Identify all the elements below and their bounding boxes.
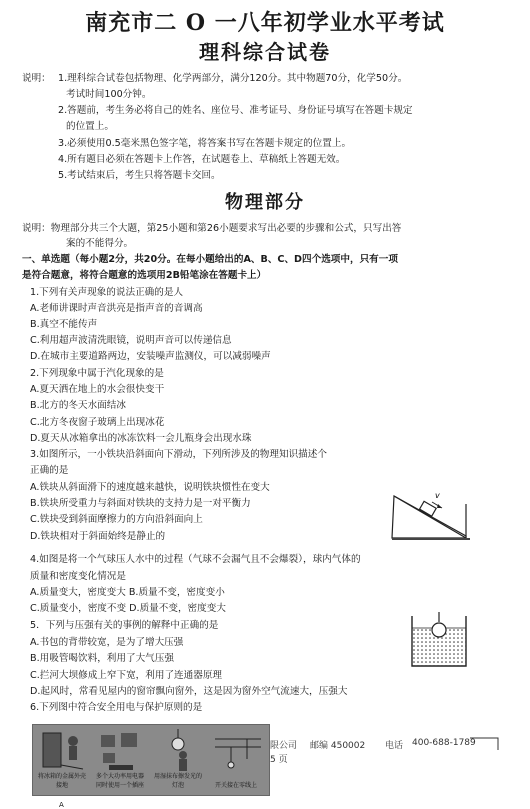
- option-d: D.夏天从冰箱拿出的冰冻饮料一会儿瓶身会出现水珠: [30, 433, 252, 444]
- section-title: 物理部分: [225, 192, 305, 213]
- velocity-label: v: [435, 491, 440, 500]
- option-c: C.铁块受到斜面摩擦力的方向沿斜面向上: [30, 514, 203, 525]
- option-c: C.北方冬夜窗子玻璃上出现冰花: [30, 417, 165, 428]
- option-d: D.在城市主要道路两边，安装噪声监测仪，可以减弱噪声: [30, 351, 271, 362]
- instruction-line: 4.所有题目必须在答题卡上作答，在试题卷上、草稿纸上答题无效。: [58, 154, 346, 165]
- balloon-water-figure: [408, 612, 470, 668]
- circuit-switch-icon: [211, 729, 265, 773]
- option-a: A.夏天洒在地上的水会很快变干: [30, 384, 165, 395]
- q6-options-photo: [32, 724, 270, 809]
- instruction-line: 3.必须使用0.5毫米黑色签字笔，将答案书写在答题卡规定的位置上。: [58, 138, 352, 149]
- caption: 用湿抹布擦发光的灯泡: [153, 773, 202, 789]
- part1-heading: 一、单选题（每小题2分，共20分。在每小题给出的A、B、C、D四个选项中，只有一项: [22, 254, 398, 265]
- option-c: C.拦河大坝修成上窄下宽，利用了连通器原理: [30, 670, 223, 681]
- option-d: D.起风时，常看见屋内的窗帘飘向窗外，这是因为窗外空气流速大，压强大: [30, 686, 348, 697]
- footer-phone: 400-688-1789: [412, 738, 476, 748]
- question-stem: 正确的是: [30, 465, 69, 476]
- corner-mark: [470, 736, 500, 750]
- option-c-image: [153, 729, 203, 791]
- footer-company: 限公司: [270, 741, 298, 751]
- option-c: C.利用超声波清洗眼镜，说明声音可以传递信息: [30, 335, 232, 346]
- footer-postcode: 邮编 450002: [310, 741, 366, 751]
- option-a: A.老师讲课时声音洪亮是指声音的音调高: [30, 303, 203, 314]
- question-stem: 5．下列与压强有关的事例的解释中正确的是: [30, 620, 219, 631]
- question-stem: 2.下列现象中属于汽化现象的是: [30, 368, 164, 379]
- instruction-line: 的位置上。: [66, 121, 114, 132]
- option-b: B.真空不能传声: [30, 319, 98, 330]
- question-stem: 质量和密度变化情况是: [30, 571, 126, 582]
- option-d-image: [211, 729, 261, 791]
- option-a-image: [37, 729, 87, 809]
- incline-figure: [388, 484, 470, 542]
- caption: 将冰箱的金属外壳接地: [37, 773, 86, 789]
- exam-subtitle: 理科综合试卷: [199, 40, 331, 64]
- option-cd: C.质量变小，密度不变 D.质量不变，密度变大: [30, 603, 226, 614]
- caption: 多个大功率用电器同时使用一个插座: [95, 773, 144, 789]
- power-strip-icon: [95, 729, 145, 773]
- option-ab: A.质量变大，密度变大 B.质量不变，密度变小: [30, 587, 225, 598]
- option-d: D.铁块相对于斜面始终是静止的: [30, 531, 166, 542]
- footer-phone-label: 电话: [385, 741, 404, 751]
- instructions-label: 说明：: [22, 73, 51, 84]
- option-b-image: [95, 729, 145, 791]
- exam-title: 南充市二 O 一八年初学业水平考试: [85, 10, 445, 36]
- option-a: A.书包的背带较宽，是为了增大压强: [30, 637, 184, 648]
- section-note: 案的不能得分。: [66, 238, 134, 249]
- option-b: B.用吸管喝饮料，利用了大气压强: [30, 653, 174, 664]
- question-stem: 3.如图所示，一小铁块沿斜面向下滑动，下列所涉及的物理知识描述个: [30, 449, 327, 460]
- question-stem: 1.下列有关声现象的说法正确的是人: [30, 287, 184, 298]
- section-note: 说明：物理部分共三个大题，第25小题和第26小题要求写出必要的步骤和公式，只写出答: [22, 223, 402, 234]
- question-stem: 4.如图是将一个气球压人水中的过程（气球不会漏气且不会爆裂），球内气体的: [30, 554, 361, 565]
- option-a: A.铁块从斜面滑下的速度越来越快，说明铁块惯性在变大: [30, 482, 270, 493]
- instruction-line: 5.考试结束后，考生只将答题卡交回。: [58, 170, 221, 181]
- option-b: B.北方的冬天水面结冰: [30, 400, 126, 411]
- instruction-line: 1.理科综合试卷包括物理、化学两部分，满分120分。其中物题70分，化学50分。: [58, 73, 408, 84]
- option-b: B.铁块所受重力与斜面对铁块的支持力是一对平衡力: [30, 498, 251, 509]
- question-stem: 6.下列图中符合安全用电与保护原则的是: [30, 702, 203, 713]
- caption: 开关接在零线上: [214, 782, 257, 789]
- instruction-line: 考试时间100分钟。: [66, 89, 152, 100]
- fridge-grounding-icon: [37, 729, 87, 773]
- footer-page: 5 页: [270, 755, 288, 765]
- part1-heading: 是符合题意，将符合题意的选项用2B铅笔涂在答题卡上）: [22, 270, 267, 281]
- instruction-line: 2.答题前，考生务必将自己的姓名、座位号、准考证号、身份证号填写在答题卡规定: [58, 105, 413, 116]
- lightbulb-icon: [153, 729, 203, 773]
- letter: A: [59, 801, 64, 809]
